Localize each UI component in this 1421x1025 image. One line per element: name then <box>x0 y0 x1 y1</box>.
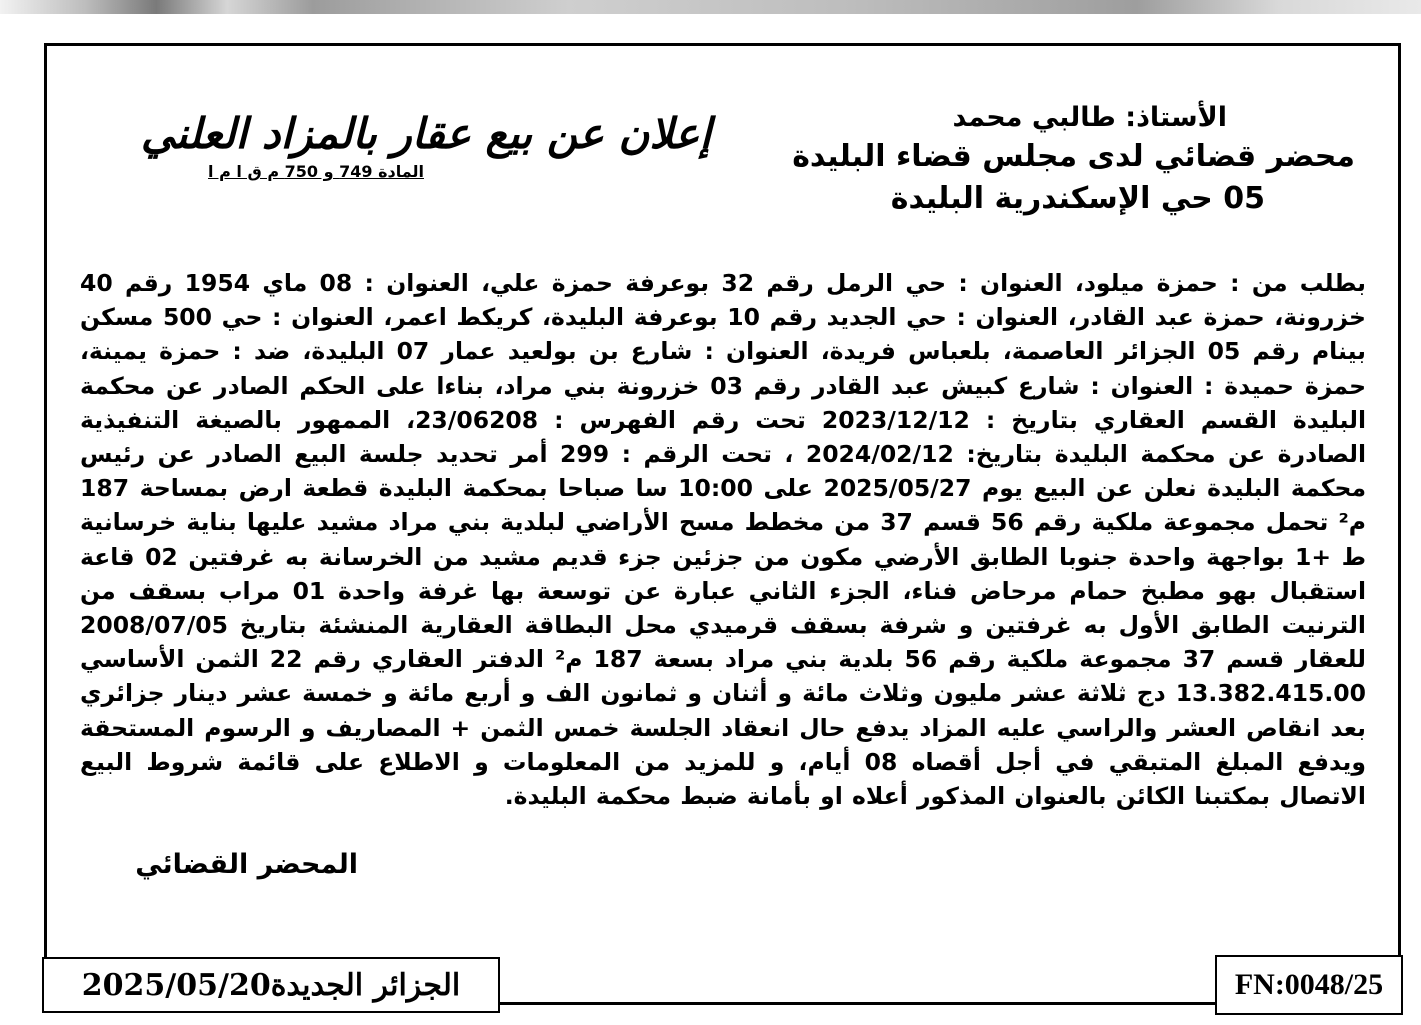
advocate-name: الأستاذ: طالبي محمد <box>952 102 1227 133</box>
advocate-block <box>755 100 1355 220</box>
header-photo-strip <box>0 0 1421 14</box>
signature-label: المحضر القضائي <box>135 849 358 880</box>
publication-date-box <box>42 957 500 1013</box>
advocate-address: 05 حي الإسكندرية البليدة <box>890 181 1265 216</box>
publication-date-text: 2025/05/20الجزائر الجديدة <box>81 967 461 1003</box>
fn-number-text: FN:0048/25 <box>1234 968 1384 1001</box>
notice-article-ref: المادة 749 و 750 م ق ا م ا <box>208 162 424 181</box>
notice-title: إعلان عن بيع عقار بالمزاد العلني <box>140 109 712 158</box>
advocate-office: محضر قضائي لدى مجلس قضاء البليدة <box>792 139 1355 174</box>
notice-title-block <box>86 108 766 181</box>
fn-number-box <box>1215 955 1403 1015</box>
notice-body: بطلب من : حمزة ميلود، العنوان : حي الرمل رقم 32 بوعرفة حمزة علي، العنوان : 08 ماي 1954 رقم 40 خزرونة، حمزة عبد القادر، العنوان : حي الجديد رقم 10 بوعرفة البليدة، كريكط اعمر، العنوان : حي 500 مسكن بينام رقم 05 الجزائر العاصمة، بلعباس فريدة، العنوان : شارع بن بولعيد عمار 07 البليدة، ضد : حمزة يمينة، حمزة حميدة : العنوان : شارع كبيش عبد القادر رقم 03 خزرونة بني مراد، بناءا على الحكم الصادر عن محكمة البليدة القسم العقاري بتاريخ : 2023/12/12 تحت رقم الفهرس : 23/06208، الممهور بالصيغة التنفيذية الصادرة عن محكمة البليدة بتاريخ: 2024/02/12 ، تحت الرقم : 299 أمر تحديد جلسة البيع الصادر عن رئيس محكمة البليدة نعلن عن البيع يوم 2025/05/27 على 10:00 سا صباحا بمحكمة البليدة قطعة ارض بمساحة 187 م² تحمل مجموعة ملكية رقم 56 قسم 37 من مخطط مسح الأراضي لبلدية بني مراد مشيد عليها بناية خرسانية ط +1 بواجهة واحدة جنوبا الطابق الأرضي مكون من جزئين جزء قديم مشيد من الخرسانة به غرفتين 02 قاعة استقبال بهو مطبخ حمام مرحاض فناء، الجزء الثاني عبارة عن توسعة بها غرفة واحدة 01 مراب بسقف من الترنيت الطابق الأول به غرفتين و شرفة بسقف قرميدي محل البطاقة العقارية المنشئة بتاريخ 2008/07/05 للعقار قسم 37 مجموعة ملكية رقم 56 بلدية بني مراد بسعة 187 م² الدفتر العقاري رقم 22 الثمن الأساسي 13.382.415.00 دج ثلاثة عشر مليون وثلاث مائة و أثنان و ثمانون الف و أربع مائة و خمسة عشر دينار جزائري بعد انقاص العشر والراسي عليه المزاد يدفع حال انعقاد الجلسة خمس الثمن + المصاريف و الرسوم المستحقة ويدفع المبلغ المتبقي في أجل أقصاه 08 أيام، و للمزيد من المعلومات و الاطلاع على قائمة شروط البيع الاتصال بمكتبنا الكائن بالعنوان المذكور أعلاه او بأمانة ضبط محكمة البليدة. <box>80 269 1367 811</box>
